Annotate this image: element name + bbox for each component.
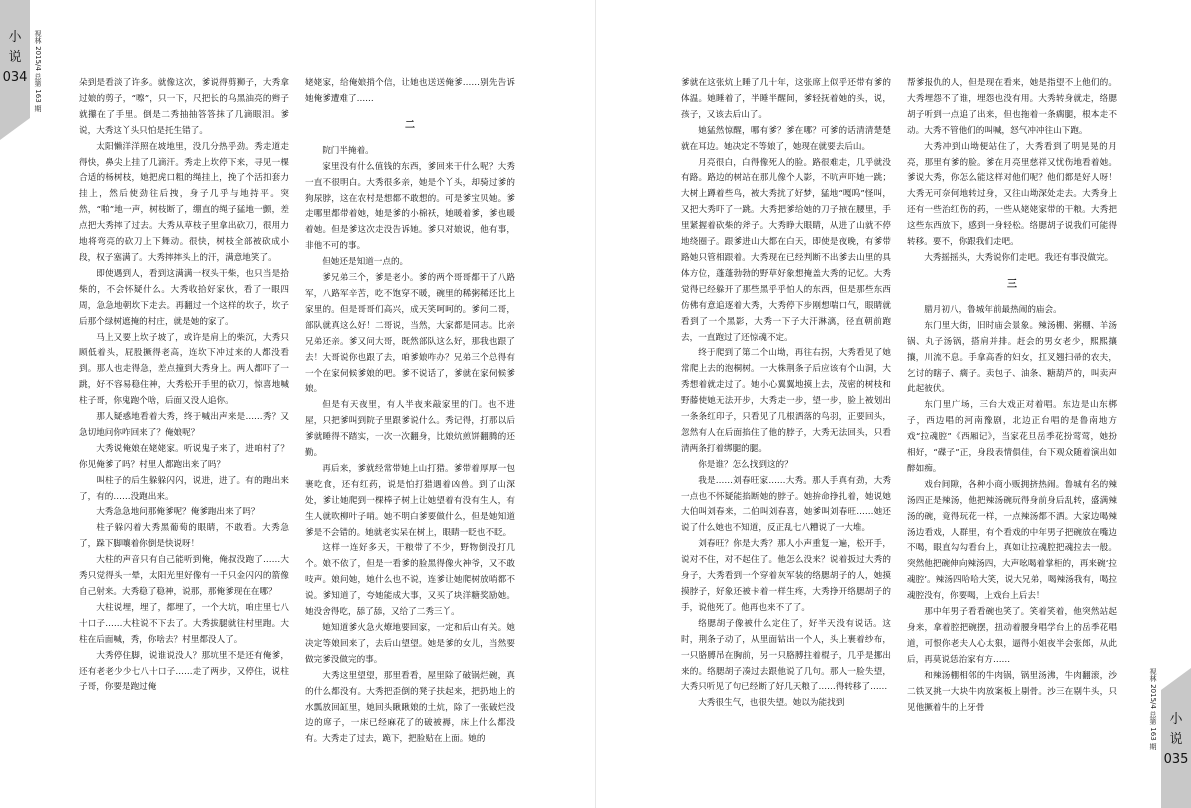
section-tab-right bbox=[1161, 690, 1191, 808]
paragraph: 但是有天夜里，有人半夜来敲家里的门。也不进屋，只把爹叫到院子里跟爹说什么。秀记得，打那以后爹就睡得不踏实，一次一次翻身，比娘炕煎饼翻腾的还勤。 bbox=[305, 400, 515, 459]
paragraph: 再后来，爹就经常带她上山打猎。爹带着厚厚一包裹吃食，还有红药，说是怕打猎遇着凶兽。到了山深处，爹让她爬到一棵棒子树上让她望着有没有生人，有生人就吹柳叶子哨。她不明白爹要做什么，但是她知道爹是不会错的。她就老实呆在树上，眼睛一眨也不眨。 bbox=[305, 463, 515, 538]
tab-corner-right bbox=[1161, 668, 1191, 690]
paragraph: 东门里广场，三台大戏正对着唱。东边是山东梆子，西边唱的河南豫剧，北边正台唱的是鲁南地方戏“拉魂腔”《西厢记》，当家花旦岳季花扮莺莺，她扮相好，“碟子”正，身段表情俱佳，台下观众随着演出如醉如痴。 bbox=[907, 400, 1117, 474]
paragraph: 大柱的声音只有自己能听到俺，俺叔没跑了……大秀只觉得头一晕，太阳光里好像有一千只金闪闪的箭像自己射来。大秀稳了稳神，说那，那俺爹现在在哪？ bbox=[79, 555, 289, 597]
paragraph: 大秀说俺娘在姥姥家。听说鬼子来了，进咱村了？你见俺爹了吗？村里人都跑出来了吗？ bbox=[79, 443, 289, 470]
left-page bbox=[0, 0, 595, 808]
paragraph: 你是谁？怎么找到这的？ bbox=[698, 459, 793, 470]
paragraph: 大秀急急地问那俺爹呢？俺爹跑出来了吗？ bbox=[96, 507, 260, 518]
paragraph: 那人疑惑地看着大秀，终于喊出声来是……秀？又急切地问你咋回来了？俺娘呢？ bbox=[79, 412, 289, 438]
paragraph: 终于爬到了第二个山坳，再往右拐，大秀看见了她常爬上去的泡桐树。一大株荆条子后应该有个山洞，大秀想着就走过了。她小心翼翼地摸上去，茂密的树枝和野藤使她无法开步，大秀走一步，望一步，脸上被划出一条条红印子，只看见了几根洒落的鸟羽，正要回头，忽然有人在后面掐住了他的脖子，大秀无法回头，只看清两条打着绑腿的腿。 bbox=[681, 348, 891, 454]
paragraph: 腊月初八，鲁城年前最热闹的庙会。 bbox=[924, 304, 1062, 315]
column-1 bbox=[79, 76, 289, 792]
section-heading-three: 三 bbox=[1007, 278, 1017, 290]
paragraph: 柱子躲闪着大秀黑葡萄的眼睛，不敢看。大秀急了，跺下脚嚷着你倒是快说呀！ bbox=[79, 523, 289, 550]
paragraph: 姥姥家，给俺娘捎个信，让她也送送俺爹……别先告诉她俺爹遭难了…… bbox=[305, 78, 515, 104]
paragraph: 那中年男子看看碗也笑了。笑着笑着，他突然站起身来，拿着腔把碗摆，扭动着腰身唱学台上的岳季花唱道，可恨你老夫人心太狠，逼得小姐夜半会张郎，从此后，再莫说恁治家有方…… bbox=[907, 607, 1117, 665]
paragraph: 大秀摇摇头，大秀说你们走吧。我还有事没做完。 bbox=[924, 252, 1114, 263]
paragraph: 叫柱子的后生躲躲闪闪，说进，进了。有的跑出来了，有的……没跑出来。 bbox=[79, 475, 289, 502]
paragraph: 但她还是知道一点的。 bbox=[322, 257, 409, 268]
paragraph: 月亮很白，白得像死人的脸。路很难走，几乎就没有路。路边的树站在那儿像个人影，不吭声吓她一跳；大树上蹲着些鸟，被大秀扰了好梦，猛地“嘎呜”怪叫，又把大秀吓了一跳。大秀把爹给她的刀子掖在腰里，手里紧握着砍柴的斧子。大秀睁大眼睛，从进了山就不停地绕圈子。跟爹进山大都在白天，即使是夜晚，有爹带路她只管相跟着。大秀现在已经判断不出爹去山里的具体方位，蓬蓬勃勃的野草好象想掩盖大秀的记忆。大秀觉得已经躲开了那些黑乎乎怕人的东西，但是那些东西仿佛有意追逐着大秀，大秀停下步刚想喘口气，眼睛就看到了一个黑影，大秀一下子大汗淋漓，径直朝前跑去，一直跑过了还惊魂不定。 bbox=[681, 157, 891, 343]
tab-label-shuo: 说 bbox=[8, 50, 22, 65]
paragraph: 大柱说埋，埋了，都埋了，一个大坑，咱庄里七八十口子……大柱说不下去了。大秀拔腿就往村里跑。大柱在后面喊，秀，你啥去？村里都没人了。 bbox=[79, 602, 289, 645]
paragraph: 朵到是看淡了许多。就像这次，爹说得剪狮子，大秀拿过娘的剪子，“嚓”，只一下，尺把长的乌黑油亮的辫子就攥在了手里。倒是二秀抽抽答答抹了几滴眼泪。爹说，大秀这丫头只怕是托生错了。 bbox=[79, 78, 289, 136]
paragraph: 她知道爹火急火燎地要回家，一定和后山有关。她决定等娘回来了，去后山望望。她是爹的女儿，当然要做完爹没做完的事。 bbox=[305, 623, 515, 665]
paragraph: 爹就在这张炕上睡了几十年，这张席上似乎还带有爹的体温。她睡着了，半睡半醒间，爹轻抚着她的头，说，孩子，又该去后山了。 bbox=[681, 78, 891, 120]
paragraph: 戏台间隙，各种小商小贩拥挤热闹。鲁城有名的辣汤四正是辣汤，他把辣汤碗玩得身前身后乱转，盛满辣汤的碗，竟得玩花一样，一点辣汤都不洒。大家边喝辣汤边看戏，人群里，有个看戏的中年男子把碗放在嘴边不喝，眼直勾勾看台上，真如让拉魂腔把魂拉去一般。突然他把碗伸向辣汤四，大声吆喝着掌柜的，再来碗‘拉魂腔’。辣汤四哈哈大笑，说大兄弟，喝辣汤我有，喝拉魂腔没有，你要喝，上戏台上后去！ bbox=[907, 479, 1117, 602]
tab-label-xiao: 小 bbox=[8, 30, 22, 45]
column-3 bbox=[681, 76, 891, 792]
paragraph: 大秀停住脚，说谁说没人？那坑里不是还有俺爹，还有老老少少七八十口子……走了两步，又停住，说柱子哥，你要是跑过俺 bbox=[79, 650, 289, 693]
paragraph: 大秀这里望望，那里看看，屋里除了破锅烂碗，真的什么都没有。大秀把歪倒的凳子扶起来，把扔地上的水瓢放回缸里，她回头瞅瞅娘的土炕，除了一张破烂没边的席子，一床已经麻花了的破被褥，床上什么都没有。大秀走了过去，跪下，把脸贴在上面。她的 bbox=[305, 670, 515, 745]
paragraph: 爹兄弟三个，爹是老小。爹的两个哥哥都干了八路军，八路军辛苦，吃不饱穿不暖，碗里的稀粥稀还比上家里的。但是哥哥们高兴，成天笑呵呵的。爹问二哥，部队就真这么好！二哥说，当然，大家都是同志。比亲兄弟还亲。爹又问大哥，既然部队这么好，那我也跟了去！大哥说你也跟了去，咱爹娘咋办？兄弟三个总得有一个在家伺候爹娘的吧。爹不说话了，爹就在家伺候爹娘。 bbox=[305, 273, 515, 395]
paragraph: 络腮胡子像被什么定住了，好半天没有说话。这时，荆条子动了，从里面钻出一个人，头上裹着纱布，一只胳膊吊在胸前，另一只胳膊拄着棍子，几乎是挪出来的。络腮胡子凑过去跟他说了几句。那人一脸失望，大秀只听见了句已经断了好几天粮了……得转移了…… bbox=[681, 618, 891, 693]
column-4 bbox=[907, 76, 1117, 792]
right-page bbox=[596, 0, 1191, 808]
paragraph: 家里没有什么值钱的东西，爹回来干什么呢？大秀一直不很明白。大秀很多亲，她是个丫头，却骑过爹的狗尿脖，这在农村是想都不敢想的。可是爹宝贝她。爹走哪里都带着她，她是爹的小棉袄，她暖着爹，爹也暖着她。但是爹这次走没告诉她。爹只对娘说，他有事，非他不可的事。 bbox=[305, 161, 515, 252]
paragraph: 她猛然惊醒，哪有爹？爹在哪？可爹的话清清楚楚就在耳边。她决定不等娘了，她现在就要去后山。 bbox=[681, 125, 891, 152]
paragraph: 马上又要上坎子坡了，或许是肩上的柴沉，大秀只顾低着头，屁股撅得老高，连坎下冲过来的人都没看到。那人也走得急，差点撞到大秀身上。两人都吓了一跳，好不容易稳住神，大秀松开手里的砍刀，惊喜地喊柱子哥，你鬼跑个啥，后面又没人追你。 bbox=[79, 332, 289, 407]
tab-label-shuo: 说 bbox=[1169, 732, 1183, 747]
paragraph: 和辣汤棚相邻的牛肉锅，锅里汤沸，牛肉翻滚，沙二铁叉挑一大块牛肉放案板上剔骨。沙三在剔牛头，只见他撅着牛的上牙骨 bbox=[907, 670, 1117, 713]
section-heading-two: 二 bbox=[405, 119, 415, 131]
page-number-left: 034 bbox=[2, 70, 28, 85]
section-tab-left bbox=[0, 0, 30, 118]
paragraph: 东门里大街，旧时庙会景象。辣汤棚、粥棚、羊汤锅、丸子汤锅，搭肩并排。赶会的男女老少，熙熙攘攘，川流不息。手拿高香的妇女，扛叉翘扫帚的农夫，乞讨的瞎子、瘸子。卖包子、油条、糖葫芦的，叫卖声此起彼伏。 bbox=[907, 320, 1117, 395]
paragraph: 这样一连好多天，干粮带了不少，野物倒没打几个。娘不依了，但是一看爹的脸黑得像火神爷，又不敢吱声。娘问她，她什么也不说，连爹让她爬树放哨都不说。爹知道了，夸她能成大事，又买了块洋糖奖励她。她没舍得吃，舔了舔，又给了二秀三丫。 bbox=[305, 543, 515, 618]
paragraph: 太阳懒洋洋照在坡地里，没几分热乎劲。秀走道走得快，鼻尖上挂了几滴汗。秀走上坎停下来，寻见一棵合适的杨树枝，她把虎口粗的绳挂上，挽了个活扣套力挂上，然后使劲往后拽，身子几乎与地持平。突然，“啪”地一声，树枝断了，绷直的绳子猛地一颤，差点把大秀摔了过去。大秀从草枝子里拿出砍刀，很用力地将弯亮的砍刀上下舞动。很快，树枝全部被砍成小段，权子塞满了。大秀摔摔头上的汗，满意地笑了。 bbox=[79, 141, 289, 263]
paragraph: 刘春旺？你是大秀？那人小声重复一遍，松开手，说对不住，对不起住了。他怎么没来？说着扳过大秀的身子，大秀看到一个穿着灰军装的络腮胡子的人，她摸摸脖子，好象还被卡着一样生疼，大秀挣开络腮胡子的手，说他死了。他再也来不了了。 bbox=[681, 539, 891, 613]
paragraph: 大秀很生气，也很失望。她以为能找到 bbox=[698, 698, 845, 709]
paragraph: 我是……刘春旺家……大秀。那人手真有劲，大秀一点也不怀疑能掐断她的脖子。她拚命挣扎着，她说她大伯叫刘春来，二伯叫刘春喜，她爹叫刘春旺……她还说了什么她也不知道，反正乱七八糟说了一大堆。 bbox=[681, 475, 891, 534]
running-head-right: 视林 2015/4 总第 163 期 bbox=[1149, 668, 1157, 750]
paragraph: 即使遇到人，看到这满满一杈头干柴，也只当是拾柴的，不会怀疑什么。大秀收拾好家伙，看了一眼四周，急急地朝坎下走去。再翻过一个这样的坎子，坎子后那个绿树遮掩的村庄，就是她的家了。 bbox=[79, 268, 289, 327]
paragraph: 大秀冲到山坳便站住了，大秀看到了明晃晃的月亮，那里有爹的脸。爹在月亮里慈祥又忧伤地看着她。爹说大秀，你怎么能这样对他们呢？他们都是好人呀！大秀无可奈何地转过身，又往山坳深处走去。大秀身上还有一些治红伤的药，一些从姥姥家带的干粮。大秀把这些东西放下，感到一身轻松。络腮胡子说我们可能得转移。要不，你跟我们走吧。 bbox=[907, 141, 1117, 248]
tab-corner-left bbox=[0, 118, 30, 140]
column-2 bbox=[305, 76, 515, 792]
paragraph: 帮爹报仇的人，但是现在看来，她是指望不上他们的。大秀埋怨不了谁，埋怨也没有用。大秀转身就走，络腮胡子听到一点追了出来，但也拖着一条瘸腿，根本走不动。大秀不管他们的叫喊，怒气冲冲往山下跑。 bbox=[907, 78, 1117, 136]
tab-label-xiao: 小 bbox=[1169, 712, 1183, 727]
paragraph: 院门半掩着。 bbox=[322, 145, 374, 156]
running-head-left: 视林 2015/4 总第 163 期 bbox=[34, 30, 42, 112]
page-number-right: 035 bbox=[1163, 752, 1189, 767]
